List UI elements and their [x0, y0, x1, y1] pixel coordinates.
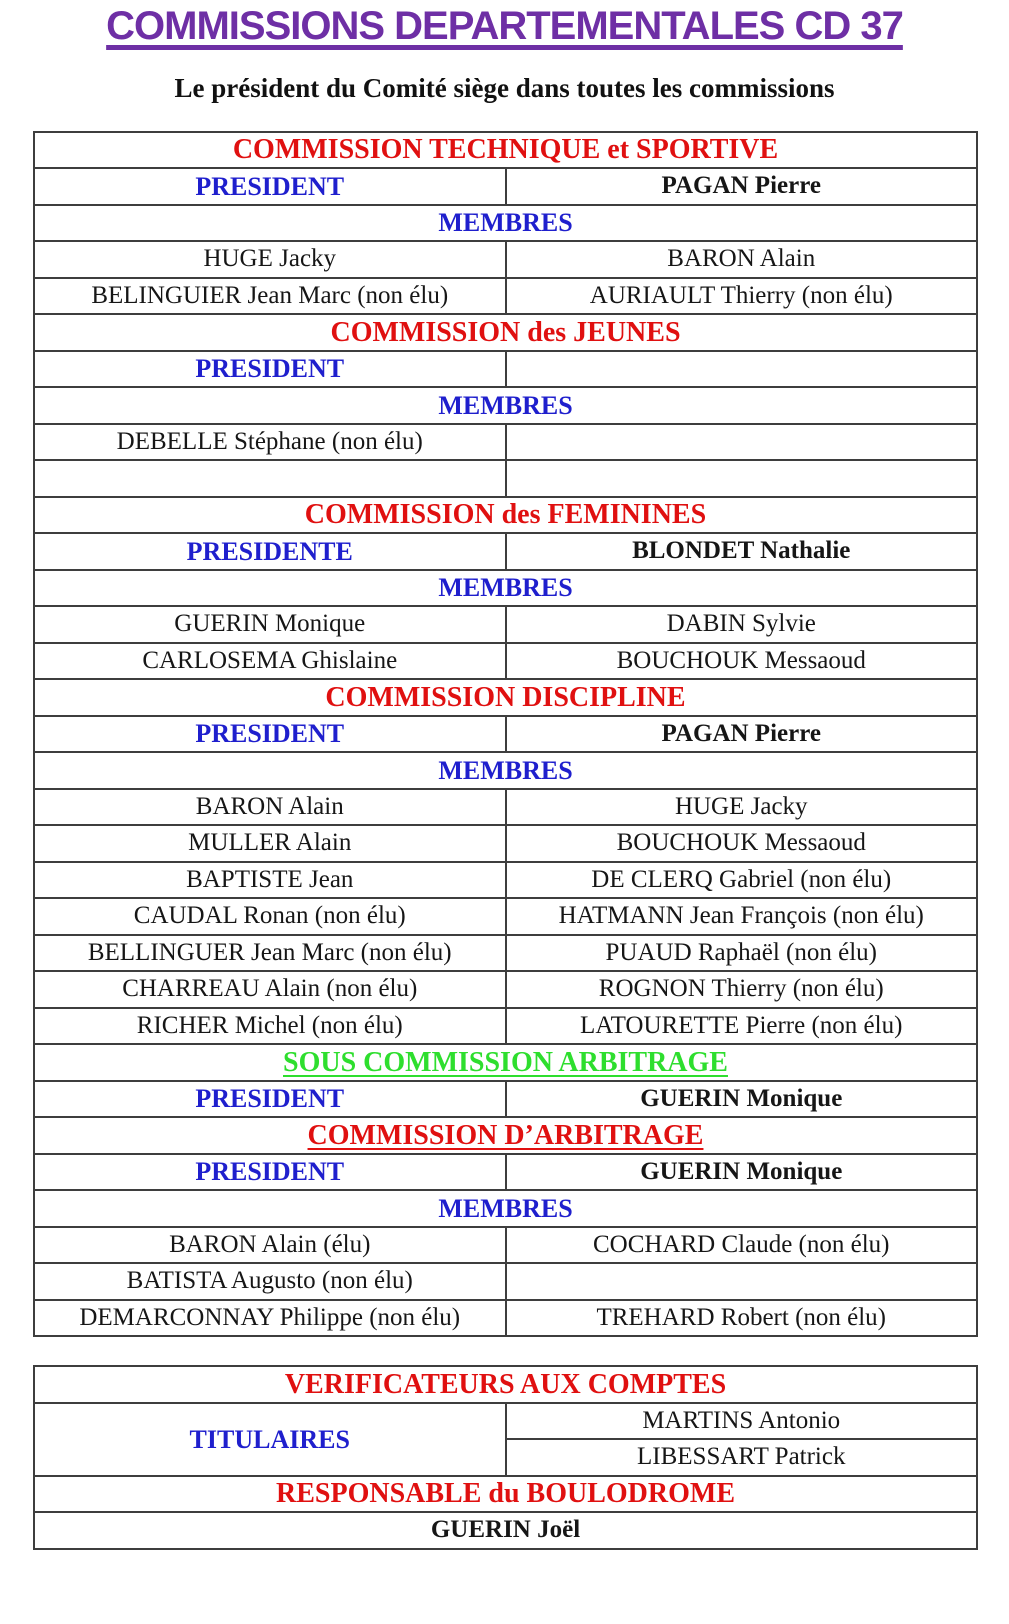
- page: [0, 4, 1009, 1624]
- table-row: [34, 460, 977, 497]
- name-cell: BARON Alain: [506, 241, 978, 278]
- name-cell: HUGE Jacky: [506, 789, 978, 826]
- name-cell: DEBELLE Stéphane (non élu): [34, 424, 506, 461]
- table-row: [34, 1154, 977, 1191]
- role-label-cell: MEMBRES: [34, 1190, 977, 1227]
- table-row: [34, 1512, 977, 1549]
- table-row: [34, 935, 977, 972]
- name-cell: CARLOSEMA Ghislaine: [34, 643, 506, 680]
- role-label-cell: MEMBRES: [34, 205, 977, 242]
- table-row: [34, 1366, 977, 1403]
- name-cell: CHARREAU Alain (non élu): [34, 971, 506, 1008]
- name-cell: DE CLERQ Gabriel (non élu): [506, 862, 978, 899]
- name-cell: GUERIN Monique: [34, 606, 506, 643]
- page-title: COMMISSIONS DEPARTEMENTALES CD 37: [106, 4, 903, 48]
- name-cell: GUERIN Monique: [506, 1081, 978, 1118]
- name-cell: BLONDET Nathalie: [506, 533, 978, 570]
- verifiers-table-body: [34, 1366, 977, 1549]
- table-row: [34, 387, 977, 424]
- name-cell: ROGNON Thierry (non élu): [506, 971, 978, 1008]
- table-row: [34, 898, 977, 935]
- commissions-table-body: [34, 132, 977, 1337]
- name-cell: BARON Alain: [34, 789, 506, 826]
- name-cell: PUAUD Raphaël (non élu): [506, 935, 978, 972]
- name-cell: COCHARD Claude (non élu): [506, 1227, 978, 1264]
- name-cell: CAUDAL Ronan (non élu): [34, 898, 506, 935]
- role-label-cell: MEMBRES: [34, 570, 977, 607]
- empty-cell: [506, 1263, 978, 1300]
- table-row: [34, 1190, 977, 1227]
- table-row: [34, 825, 977, 862]
- table-row: [34, 716, 977, 753]
- role-label-cell: MEMBRES: [34, 752, 977, 789]
- empty-cell: [506, 351, 978, 388]
- name-cell: BELLINGUER Jean Marc (non élu): [34, 935, 506, 972]
- section-header: COMMISSION des FEMININES: [34, 497, 977, 534]
- table-row: [34, 1403, 977, 1440]
- name-cell: LIBESSART Patrick: [506, 1439, 978, 1476]
- section-header: COMMISSION DISCIPLINE: [34, 679, 977, 716]
- role-label-cell: PRESIDENT: [34, 168, 506, 205]
- section-header: COMMISSION D’ARBITRAGE: [34, 1117, 977, 1154]
- name-cell: LATOURETTE Pierre (non élu): [506, 1008, 978, 1045]
- name-cell: HATMANN Jean François (non élu): [506, 898, 978, 935]
- name-cell: BAPTISTE Jean: [34, 862, 506, 899]
- name-cell: BARON Alain (élu): [34, 1227, 506, 1264]
- name-cell: RICHER Michel (non élu): [34, 1008, 506, 1045]
- role-label-cell: PRESIDENT: [34, 1081, 506, 1118]
- role-label-cell: PRESIDENT: [34, 351, 506, 388]
- section-header: RESPONSABLE du BOULODROME: [34, 1476, 977, 1513]
- empty-cell: [506, 460, 978, 497]
- table-row: [34, 1044, 977, 1081]
- section-header: SOUS COMMISSION ARBITRAGE: [34, 1044, 977, 1081]
- table-row: [34, 1263, 977, 1300]
- name-cell: BATISTA Augusto (non élu): [34, 1263, 506, 1300]
- name-cell: HUGE Jacky: [34, 241, 506, 278]
- role-label-cell: TITULAIRES: [34, 1403, 506, 1476]
- section-header: COMMISSION TECHNIQUE et SPORTIVE: [34, 132, 977, 169]
- role-label-cell: PRESIDENT: [34, 716, 506, 753]
- name-cell: MULLER Alain: [34, 825, 506, 862]
- name-cell: DEMARCONNAY Philippe (non élu): [34, 1300, 506, 1337]
- name-cell: BELINGUIER Jean Marc (non élu): [34, 278, 506, 315]
- table-row: [34, 1081, 977, 1118]
- role-label-cell: MEMBRES: [34, 387, 977, 424]
- name-cell: BOUCHOUK Messaoud: [506, 825, 978, 862]
- page-subtitle: Le président du Comité siège dans toutes les commissions: [174, 73, 835, 103]
- name-cell: MARTINS Antonio: [506, 1403, 978, 1440]
- table-row: [34, 241, 977, 278]
- table-row: [34, 862, 977, 899]
- name-cell: GUERIN Monique: [506, 1154, 978, 1191]
- table-row: [34, 351, 977, 388]
- table-row: [34, 424, 977, 461]
- table-row: [34, 789, 977, 826]
- name-cell: TREHARD Robert (non élu): [506, 1300, 978, 1337]
- table-row: [34, 679, 977, 716]
- table-row: [34, 205, 977, 242]
- commissions-table: [33, 131, 978, 1338]
- table-row: [34, 1008, 977, 1045]
- table-row: [34, 643, 977, 680]
- table-row: [34, 1117, 977, 1154]
- name-cell: DABIN Sylvie: [506, 606, 978, 643]
- table-row: [34, 314, 977, 351]
- role-label-cell: PRESIDENT: [34, 1154, 506, 1191]
- table-row: [34, 1227, 977, 1264]
- table-row: [34, 497, 977, 534]
- table-row: [34, 533, 977, 570]
- section-header: VERIFICATEURS AUX COMPTES: [34, 1366, 977, 1403]
- empty-cell: [506, 424, 978, 461]
- name-cell: PAGAN Pierre: [506, 716, 978, 753]
- name-cell: PAGAN Pierre: [506, 168, 978, 205]
- table-row: [34, 1476, 977, 1513]
- verifiers-table: [33, 1365, 978, 1550]
- table-row: [34, 278, 977, 315]
- section-header: COMMISSION des JEUNES: [34, 314, 977, 351]
- table-row: [34, 1300, 977, 1337]
- table-row: [34, 971, 977, 1008]
- table-row: [34, 168, 977, 205]
- table-row: [34, 752, 977, 789]
- name-cell: BOUCHOUK Messaoud: [506, 643, 978, 680]
- name-cell: GUERIN Joël: [34, 1512, 977, 1549]
- name-cell: AURIAULT Thierry (non élu): [506, 278, 978, 315]
- role-label-cell: PRESIDENTE: [34, 533, 506, 570]
- empty-cell: [34, 460, 506, 497]
- table-row: [34, 570, 977, 607]
- table-row: [34, 606, 977, 643]
- table-row: [34, 132, 977, 169]
